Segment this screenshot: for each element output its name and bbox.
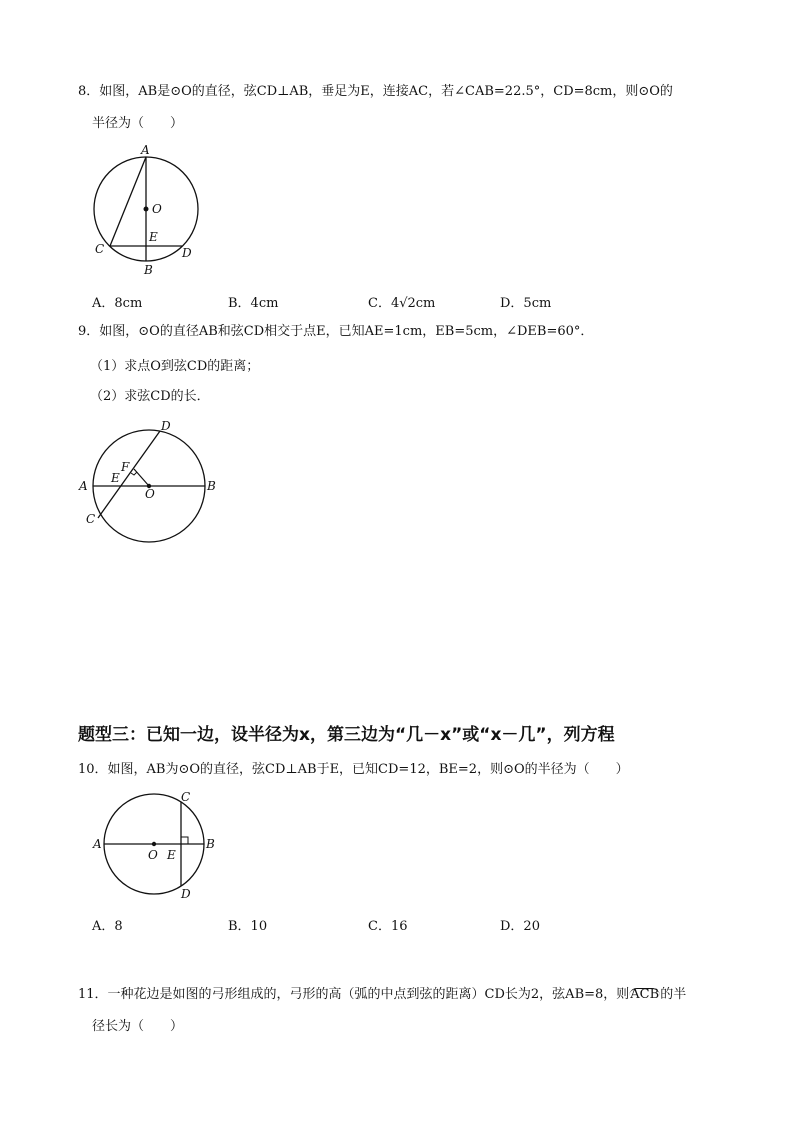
q9-label-f: F [121, 460, 130, 474]
q8-option-d[interactable]: D．5cm [500, 296, 552, 311]
q10-right-angle-mark [181, 837, 188, 844]
q9-label-d: D [161, 419, 171, 433]
q9-chord-cd [98, 431, 160, 518]
q9-figure [78, 418, 228, 548]
q8-label-o: O [152, 202, 162, 216]
q10-label-b: B [206, 837, 215, 851]
q10-option-a[interactable]: A．8 [92, 919, 123, 934]
q10-option-d[interactable]: D．20 [500, 919, 540, 934]
q8-label-b: B [144, 263, 153, 277]
q9-label-a: A [79, 479, 88, 493]
q10-option-b[interactable]: B．10 [228, 919, 268, 934]
q9-label-b: B [207, 479, 216, 493]
q11-arc-acb: ACB [630, 987, 660, 1002]
q11-line2: 径长为（ ） [92, 1019, 184, 1034]
q8-label-c: C [95, 242, 105, 256]
q11-text-b: 的半 [660, 987, 687, 1002]
q8-option-c[interactable]: C．4√2cm [368, 296, 436, 311]
q10-label-d: D [181, 887, 191, 901]
q8-line1: 8．如图，AB是⊙O的直径，弦CD⊥AB，垂足为E，连接AC，若∠CAB=22.5°，CD=8cm，则⊙O的 [78, 84, 673, 99]
q8-label-e: E [149, 230, 158, 244]
q9-right-angle-mark [131, 472, 137, 475]
q10-option-c[interactable]: C．16 [368, 919, 408, 934]
q9-part1: （1）求点O到弦CD的距离； [90, 359, 260, 374]
q11-text-a: 11．一种花边是如图的弓形组成的，弓形的高（弧的中点到弦的距离）CD长为2，弦AB=8，则 [78, 987, 630, 1002]
q10-label-o: O [148, 848, 158, 862]
q9-line1: 9．如图，⊙O的直径AB和弦CD相交于点E，已知AE=1cm，EB=5cm，∠DEB=60°． [78, 324, 594, 339]
q8-figure [90, 145, 210, 280]
q9-part2: （2）求弦CD的长． [90, 389, 210, 404]
q9-label-e: E [111, 471, 120, 485]
q8-line2: 半径为（ ） [92, 116, 184, 131]
q8-label-a: A [141, 143, 150, 157]
q10-label-c: C [181, 790, 191, 804]
q11-line1 [78, 985, 686, 1005]
q8-option-a[interactable]: A．8cm [92, 296, 143, 311]
q10-figure [92, 790, 227, 905]
q8-label-d: D [182, 246, 192, 260]
q9-label-o: O [145, 487, 155, 501]
q8-option-b[interactable]: B．4cm [228, 296, 279, 311]
q10-center-dot [152, 842, 156, 846]
section-heading: 题型三：已知一边，设半径为x，第三边为“几－x”或“x－几”，列方程 [78, 725, 615, 745]
q10-label-a: A [93, 837, 102, 851]
q9-perpendicular-of [134, 469, 149, 486]
q9-label-c: C [86, 512, 96, 526]
q8-center-dot [144, 207, 149, 212]
q10-line1: 10．如图，AB为⊙O的直径，弦CD⊥AB于E，已知CD=12，BE=2，则⊙O的半径为（ ） [78, 762, 629, 777]
q8-segment-ac [110, 157, 146, 246]
q10-label-e: E [167, 848, 176, 862]
